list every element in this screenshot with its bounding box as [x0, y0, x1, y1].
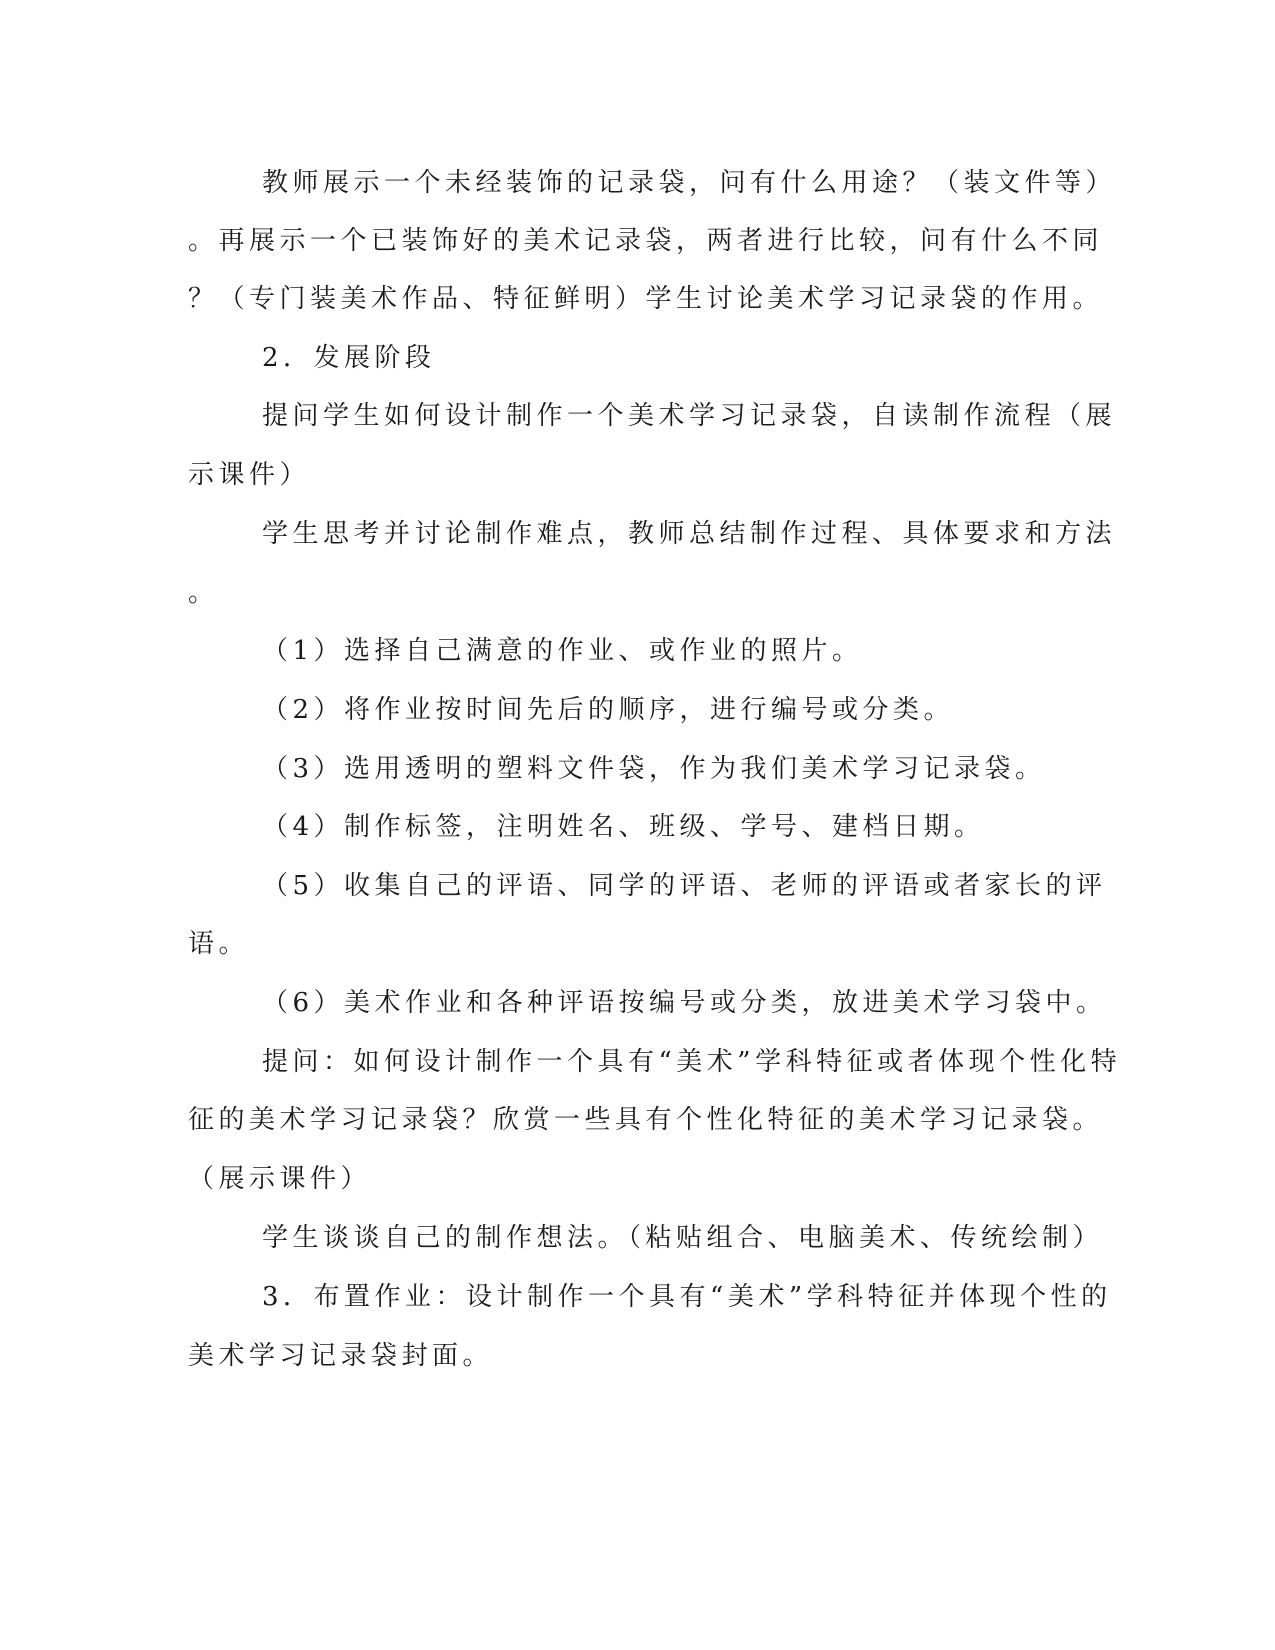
paragraph-line: ？（专门装美术作品、特征鲜明）学生讨论美术学习记录袋的作用。 — [188, 284, 1104, 314]
list-item: （3）选用透明的塑料文件袋，作为我们美术学习记录袋。 — [262, 754, 1046, 784]
paragraph-line: 学生谈谈自己的制作想法。（粘贴组合、电脑美术、传统绘制） — [262, 1223, 1104, 1253]
list-item: （5）收集自己的评语、同学的评语、老师的评语或者家长的评 — [262, 871, 1107, 901]
paragraph-line: 示课件） — [188, 460, 311, 490]
list-item: （2）将作业按时间先后的顺序，进行编号或分类。 — [262, 695, 955, 725]
section-heading: 2．发展阶段 — [262, 343, 436, 373]
paragraph-line: 征的美术学习记录袋？欣赏一些具有个性化特征的美术学习记录袋。 — [188, 1105, 1104, 1135]
paragraph-line: 学生思考并讨论制作难点，教师总结制作过程、具体要求和方法 — [262, 519, 1117, 549]
paragraph-line: 提问学生如何设计制作一个美术学习记录袋，自读制作流程（展 — [262, 401, 1117, 431]
paragraph-line: 。再展示一个已装饰好的美术记录袋，两者进行比较，问有什么不同 — [188, 226, 1104, 256]
paragraph-line: 。 — [188, 578, 219, 608]
list-item: 语。 — [188, 929, 250, 959]
paragraph-line: 3．布置作业：设计制作一个具有“美术”学科特征并体现个性的 — [262, 1282, 1112, 1312]
list-item: （1）选择自己满意的作业、或作业的照片。 — [262, 636, 863, 666]
paragraph-line: 提问：如何设计制作一个具有“美术”学科特征或者体现个性化特 — [262, 1047, 1122, 1077]
paragraph-line: （展示课件） — [188, 1164, 372, 1194]
paragraph-line: 教师展示一个未经装饰的记录袋，问有什么用途？（装文件等） — [262, 168, 1117, 198]
list-item: （6）美术作业和各种评语按编号或分类，放进美术学习袋中。 — [262, 988, 1107, 1018]
list-item: （4）制作标签，注明姓名、班级、学号、建档日期。 — [262, 812, 985, 842]
paragraph-line: 美术学习记录袋封面。 — [188, 1341, 494, 1371]
